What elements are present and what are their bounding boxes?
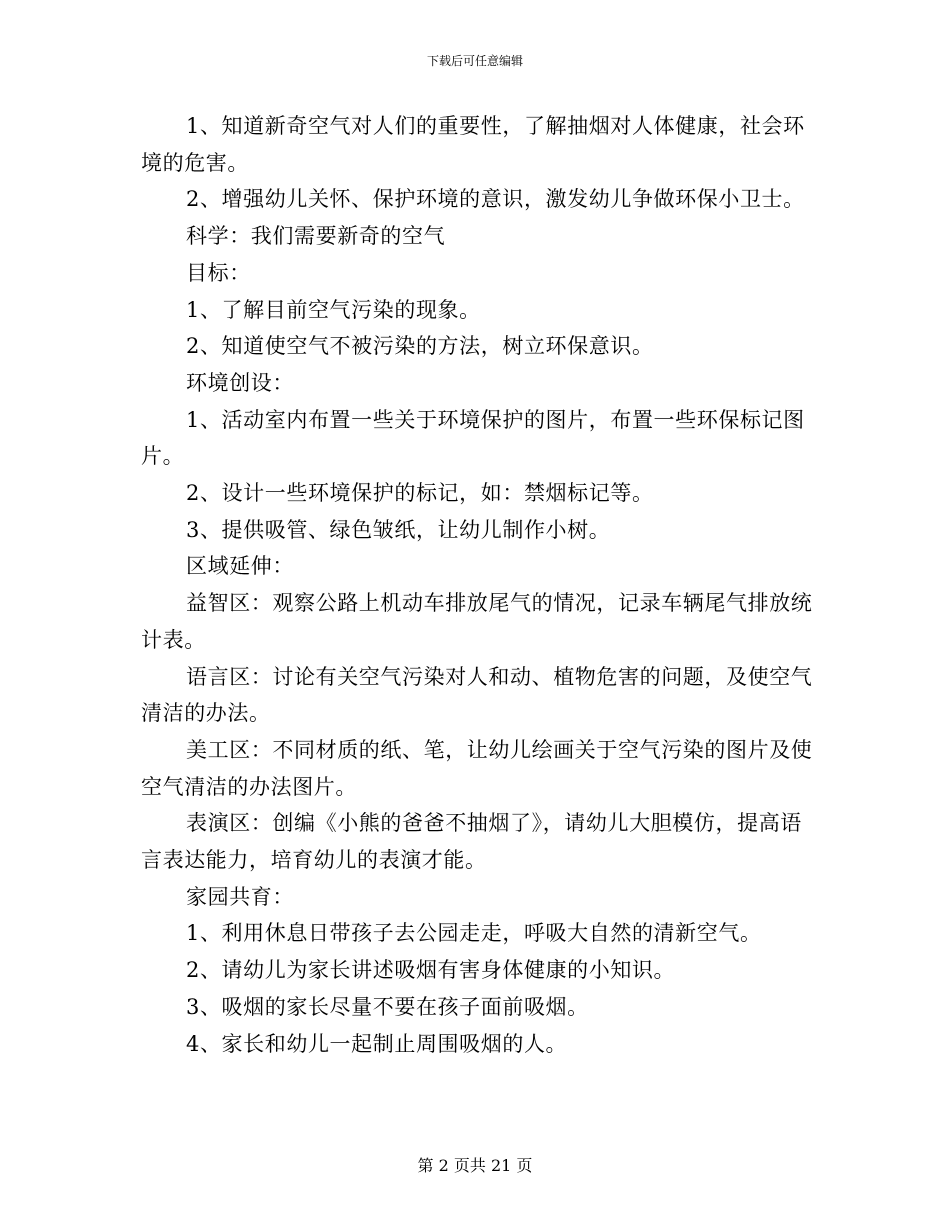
paragraph: 2、知道使空气不被污染的方法，树立环保意识。 — [186, 334, 654, 359]
paragraph: 4、家长和幼儿一起制止周围吸烟的人。 — [186, 1031, 568, 1056]
paragraph: 表演区：创编《小熊的爸爸不抽烟了》，请幼儿大胆模仿，提高语言表达能力，培育幼儿的表演才能。 — [141, 811, 802, 873]
paragraph: 1、知道新奇空气对人们的重要性，了解抽烟对人体健康，社会环境的危害。 — [141, 114, 805, 175]
paragraph: 2、设计一些环境保护的标记，如：禁烟标记等。 — [186, 481, 654, 506]
section-heading: 科学：我们需要新奇的空气 — [186, 224, 446, 249]
paragraph: 3、吸烟的家长尽量不要在孩子面前吸烟。 — [186, 994, 589, 1019]
document-body — [141, 108, 813, 1062]
section-heading: 区域延伸： — [186, 554, 294, 579]
paragraph: 1、了解目前空气污染的现象。 — [186, 297, 481, 322]
paragraph: 1、利用休息日带孩子去公园走走，呼吸大自然的清新空气。 — [186, 921, 762, 946]
paragraph: 2、请幼儿为家长讲述吸烟有害身体健康的小知识。 — [186, 958, 676, 983]
section-heading: 目标： — [186, 260, 251, 285]
paragraph: 益智区：观察公路上机动车排放尾气的情况，记录车辆尾气排放统计表。 — [141, 591, 813, 652]
page-header: 下载后可任意编辑 — [426, 54, 523, 68]
section-heading: 家园共育： — [186, 884, 294, 909]
section-heading: 环境创设： — [186, 370, 294, 395]
paragraph: 美工区：不同材质的纸、笔，让幼儿绘画关于空气污染的图片及使空气清洁的办法图片。 — [141, 737, 813, 799]
page-number: 第 2 页共 21 页 — [417, 1156, 533, 1175]
paragraph: 语言区：讨论有关空气污染对人和动、植物危害的问题，及使空气清洁的办法。 — [141, 664, 813, 726]
paragraph: 3、提供吸管、绿色皱纸，让幼儿制作小树。 — [186, 517, 611, 542]
paragraph: 1、活动室内布置一些关于环境保护的图片，布置一些环保标记图片。 — [141, 407, 805, 469]
paragraph: 2、增强幼儿关怀、保护环境的意识，激发幼儿争做环保小卫士。 — [186, 187, 805, 212]
